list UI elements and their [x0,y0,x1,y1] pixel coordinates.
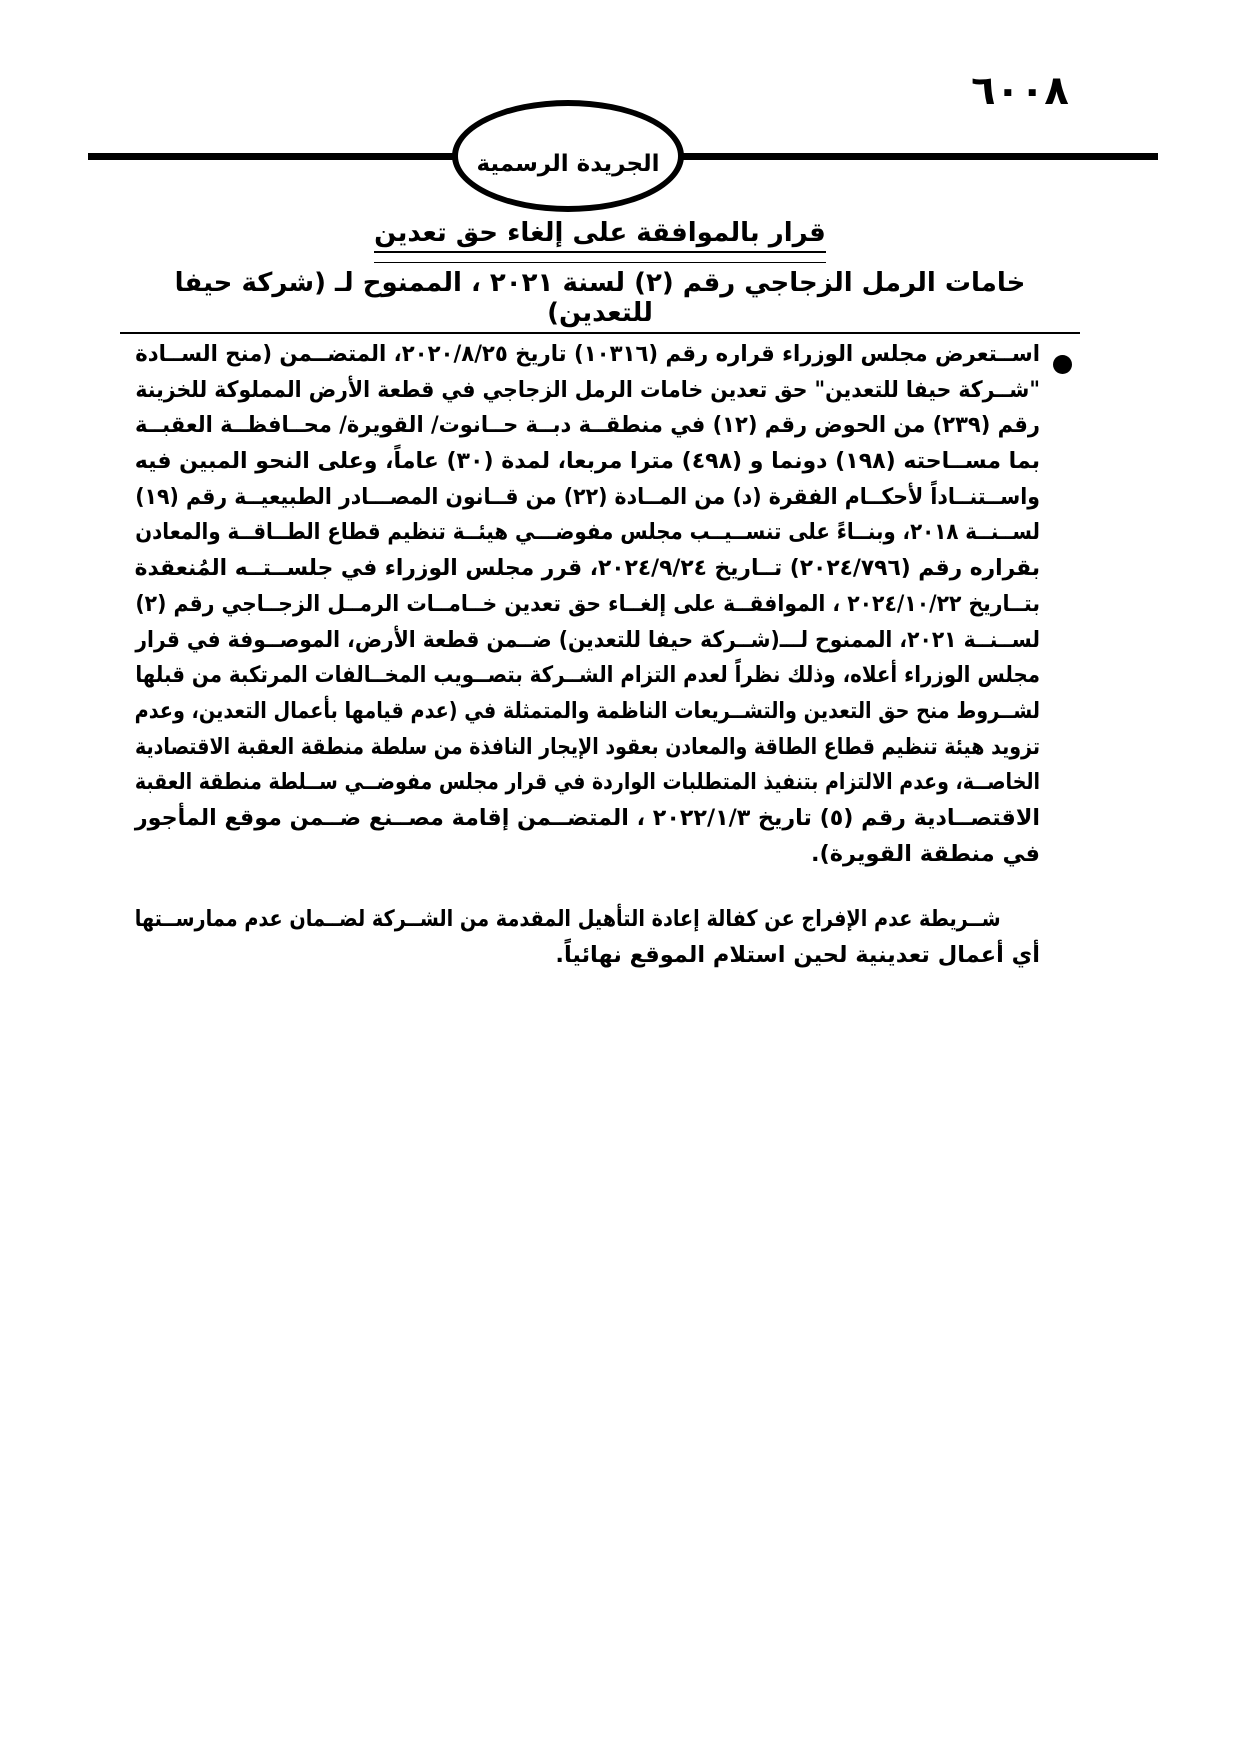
body-line: لســنــة ٢٠٢١، الممنوح لـــ(شــركة حيفا للتعدين) ضــمن قطعة الأرض، الموصــوفة في قرار [135,626,1040,653]
body-line: بما مســاحته (١٩٨) دونما و (٤٩٨) مترا مربعا، لمدة (٣٠) عاماً، وعلى النحو المبين فيه [134,448,1040,475]
bullet-icon [1053,355,1072,374]
decision-title-line2 [120,268,1080,334]
closing-line: شــريطة عدم الإفراج عن كفالة إعادة التأهيل المقدمة من الشــركة لضــمان عدم ممارســتها [134,906,1001,932]
decision-body-paragraph [135,337,1040,872]
body-line: واســتنــاداً لأحكــام الفقرة (د) من المــادة (٢٢) من قــانون المصـــادر الطبيعيــة رقم (١٩) [135,483,1040,510]
decision-title-line1-text: قرار بالموافقة على إلغاء حق تعدين [374,218,826,253]
body-line: رقم (٢٣٩) من الحوض رقم (١٢) في منطقــة دبــة حــانوت/ القويرة/ محــافظــة العقبــة [135,412,1040,439]
body-line: بتــاريخ ٢٠٢٤/١٠/٢٢ ، الموافقــة على إلغــاء حق تعدين خــامــات الرمــل الزجــاجي رقم (٢) [135,590,1040,617]
body-line: لشــروط منح حق التعدين والتشــريعات الناظمة والمتمثلة في (عدم قيامها بأعمال التعدين، وعدم [134,697,1040,724]
body-line: في منطقة القويرة). [810,840,1040,867]
body-line: مجلس الوزراء أعلاه، وذلك نظراً لعدم التزام الشــركة بتصــويب المخــالفات المرتكبة من قبلها [135,662,1041,689]
closing-line: أي أعمال تعدينية لحين استلام الموقع نهائياً. [555,941,1040,968]
decision-title-line1 [120,218,1080,263]
body-line: تزويد هيئة تنظيم قطاع الطاقة والمعادن بعقود الإيجار النافذة من سلطة منطقة العقبة الاقتصادية [134,733,1040,760]
body-line: اســتعرض مجلس الوزراء قراره رقم (١٠٣١٦) تاريخ ٢٠٢٠/٨/٢٥، المتضــمن (منح الســادة [135,341,1040,367]
gazette-title: الجريدة الرسمية [476,151,660,177]
body-line: بقراره رقم (٢٠٢٤/٧٩٦) تــاريخ ٢٠٢٤/٩/٢٤، قرر مجلس الوزراء في جلســتــه المُنعقدة [134,555,1040,582]
decision-title-line2-text: خامات الرمل الزجاجي رقم (٢) لسنة ٢٠٢١ ، الممنوح لـ (شركة حيفا للتعدين) [120,268,1080,334]
body-line: الاقتصــادية رقم (٥) تاريخ ٢٠٢٢/١/٣ ، المتضــمن إقامة مصــنع ضــمن موقع المأجور [134,804,1040,831]
closing-condition-paragraph [135,902,1040,973]
body-line: لســنــة ٢٠١٨، وبنــاءً على تنســيــب مجلس مفوضـــي هيئــة تنظيم قطاع الطــاقــة والمعادن [135,519,1040,546]
gazette-seal-oval [452,100,684,212]
body-line: الخاصــة، وعدم الالتزام بتنفيذ المتطلبات الواردة في قرار مجلس مفوضــي ســلطة منطقة العقبة [134,769,1040,796]
page-number: ٦٠٠٨ [971,68,1069,114]
body-line: "شــركة حيفا للتعدين" حق تعدين خامات الرمل الزجاجي في قطعة الأرض المملوكة للخزينة [135,376,1041,403]
